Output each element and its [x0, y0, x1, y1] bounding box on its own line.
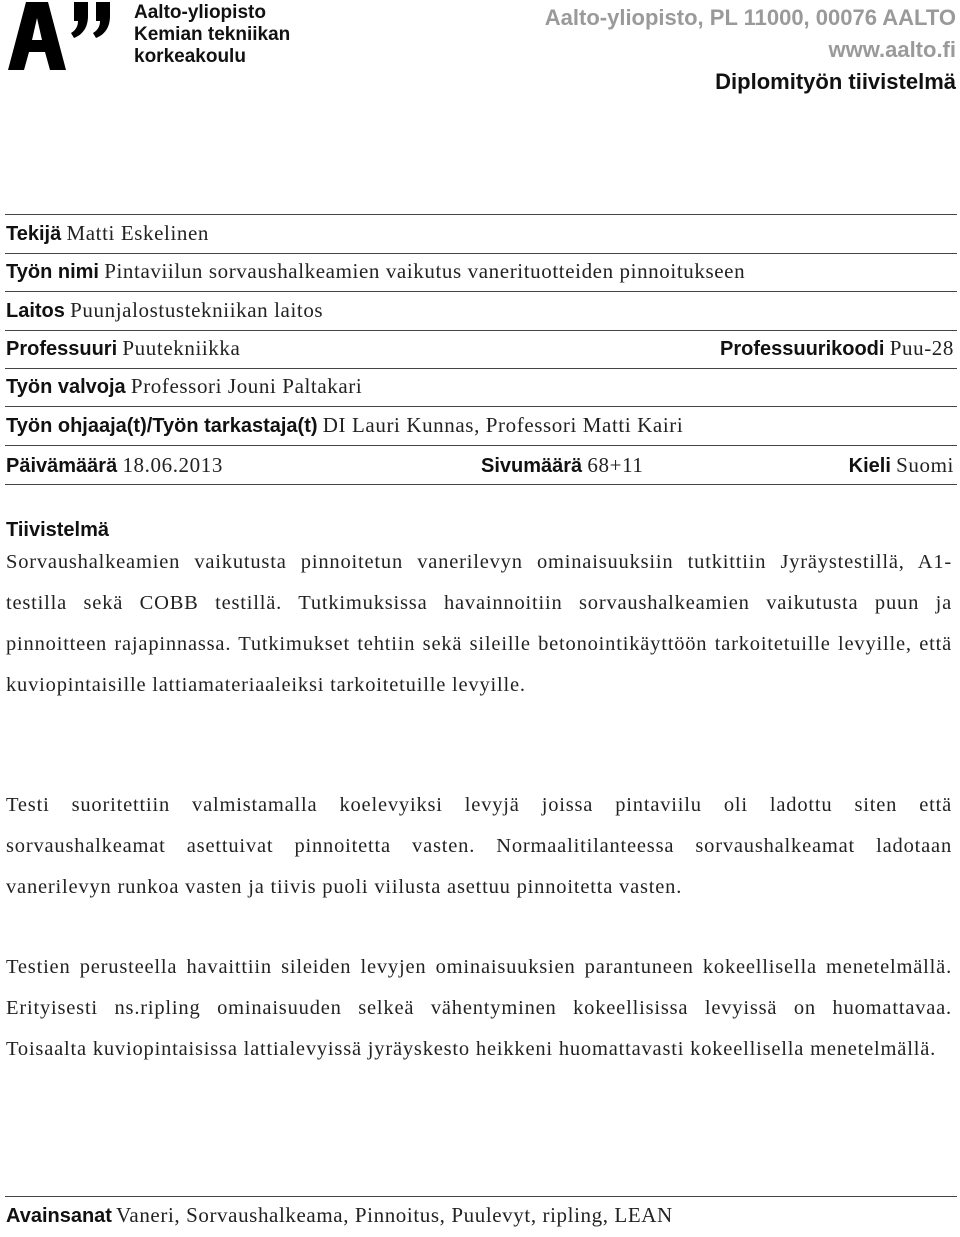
divider	[5, 368, 957, 369]
professorship-code-value: Puu-28	[889, 336, 954, 360]
logo-line-school: Kemian tekniikan	[134, 24, 291, 45]
divider	[5, 214, 957, 215]
pages-value: 68+11	[587, 453, 644, 477]
supervisor-row	[6, 371, 954, 401]
author-value: Matti Eskelinen	[66, 221, 210, 245]
divider	[5, 253, 957, 254]
logo-line-university: Aalto-yliopisto	[134, 2, 266, 23]
logo-text	[134, 2, 290, 68]
logo-line-school-2: korkeakoulu	[134, 46, 246, 67]
supervisor-value: Professori Jouni Paltakari	[130, 374, 363, 398]
department-label: Laitos	[6, 300, 65, 322]
keywords-label: Avainsanat	[6, 1205, 112, 1227]
professorship-row	[6, 333, 954, 363]
language-label: Kieli	[848, 455, 891, 477]
divider	[5, 330, 957, 331]
keywords-value: Vaneri, Sorvaushalkeama, Pinnoitus, Puulevyt, ripling, LEAN	[115, 1203, 673, 1227]
divider	[5, 1196, 957, 1197]
title-row	[6, 256, 954, 286]
title-value: Pintaviilun sorvaushalkeamien vaikutus vanerituotteiden pinnoitukseen	[104, 259, 746, 283]
language-value: Suomi	[896, 453, 954, 477]
date-value: 18.06.2013	[122, 453, 223, 477]
advisor-label: Työn ohjaaja(t)/Työn tarkastaja(t)	[6, 415, 318, 437]
address: Aalto-yliopisto, PL 11000, 00076 AALTO	[544, 5, 956, 30]
author-label: Tekijä	[6, 223, 62, 245]
professorship-code-label: Professuurikoodi	[719, 338, 885, 360]
keywords-row	[6, 1200, 673, 1230]
department-value: Puunjalostustekniikan laitos	[70, 298, 324, 322]
advisor-row	[6, 410, 954, 440]
professorship-value: Puutekniikka	[122, 336, 241, 360]
date-label: Päivämäärä	[6, 455, 118, 477]
date-pages-language-row	[6, 450, 954, 480]
abstract-paragraph: Testi suoritettiin valmistamalla koelevyiksi levyjä joissa pintaviilu oli ladottu siten että sorvaushalkeamat asettuivat pinnoitetta vasten. Normaalitilanteessa sorvaushalkeamat ladotaan vanerilevyn runkoa vasten ja tiivis puoli viilusta asettuu pinnoitetta vasten.	[6, 794, 952, 898]
divider	[5, 291, 957, 292]
advisor-value: DI Lauri Kunnas, Professori Matti Kairi	[322, 413, 684, 437]
website-link[interactable]: www.aalto.fi	[828, 37, 956, 62]
abstract-heading: Tiivistelmä	[6, 519, 110, 541]
abstract-paragraph: Testien perusteella havaittiin sileiden levyjen ominaisuuksien parantuneen kokeellisella menetelmällä. Erityisesti ns.ripling ominaisuuden selkeä vähentyminen kokeellisissa levyissä on huomattavaa. Toisaalta kuviopintaisissa lattialevyissä jyräyskesto heikkeni huomattavasti kokeellisella menetelmällä.	[6, 956, 952, 1060]
divider	[5, 484, 957, 485]
divider	[5, 406, 957, 407]
supervisor-label: Työn valvoja	[6, 376, 126, 398]
department-row	[6, 295, 954, 325]
pages-label: Sivumäärä	[481, 455, 583, 477]
aalto-a-logo-icon	[8, 2, 120, 70]
author-row	[6, 218, 954, 248]
professorship-label: Professuuri	[6, 338, 118, 360]
title-label: Työn nimi	[6, 261, 99, 283]
divider	[5, 445, 957, 446]
document-type: Diplomityön tiivistelmä	[715, 69, 956, 94]
abstract-paragraph: Sorvaushalkeamien vaikutusta pinnoitetun vanerilevyn ominaisuuksiin tutkittiin Jyräystestillä, A1-testilla sekä COBB testillä. Tutkimuksissa havainnoitiin sorvaushalkeamien vaikutusta puun ja pinnoitteen rajapinnassa. Tutkimukset tehtiin sekä sileille betonointikäyttöön tarkoitetuille levyille, että kuviopintaisille lattiamateriaaleiksi tarkoitetuille levyille.	[6, 551, 952, 696]
header-contact	[545, 2, 956, 98]
